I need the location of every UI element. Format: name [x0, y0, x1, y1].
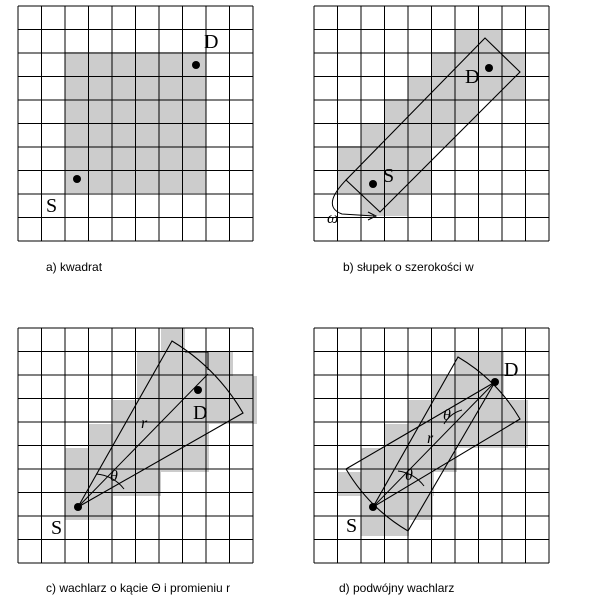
panel-a-caption: a) kwadrat: [46, 260, 103, 274]
panel-d-dest-label: D: [504, 359, 519, 381]
panel-c-caption: c) wachlarz o kącie Θ i promieniu r: [46, 581, 231, 595]
panel-a-dest-point: [192, 61, 200, 69]
panel-b-caption: b) słupek o szerokości w: [343, 260, 474, 274]
panel-a-source-point: [73, 175, 81, 183]
panel-c-angle-label: θ: [110, 468, 118, 485]
panel-d-caption: d) podwójny wachlarz: [339, 581, 455, 595]
panel-b-source-point: [369, 180, 377, 188]
panel-c-source-label: S: [51, 517, 63, 539]
panel-a-dest-label: D: [204, 31, 219, 53]
panel-b-angle-label: ω: [327, 210, 339, 227]
panel-d-radius-label: r: [427, 430, 434, 447]
panel-b: [314, 6, 549, 274]
panel-b-grid: [314, 6, 549, 241]
panel-d-source-point: [369, 503, 377, 511]
panel-c-dest-label: D: [193, 402, 208, 424]
panel-d-angle-label-dest: θ: [443, 407, 451, 424]
panel-b-source-label: S: [383, 165, 395, 187]
panel-a: [18, 6, 253, 274]
panel-c-dest-point: [194, 386, 202, 394]
panel-b-dest-label: D: [465, 66, 480, 88]
panel-d: [314, 328, 549, 595]
panel-c-radius-label: r: [141, 415, 148, 432]
panel-c-source-point: [74, 503, 82, 511]
panel-d-angle-label-source: θ: [405, 467, 413, 484]
panel-a-source-label: S: [46, 195, 58, 217]
panel-d-dest-point: [491, 378, 499, 386]
panel-d-source-label: S: [346, 515, 358, 537]
panel-b-dest-point: [485, 64, 493, 72]
panel-c: [18, 328, 257, 595]
